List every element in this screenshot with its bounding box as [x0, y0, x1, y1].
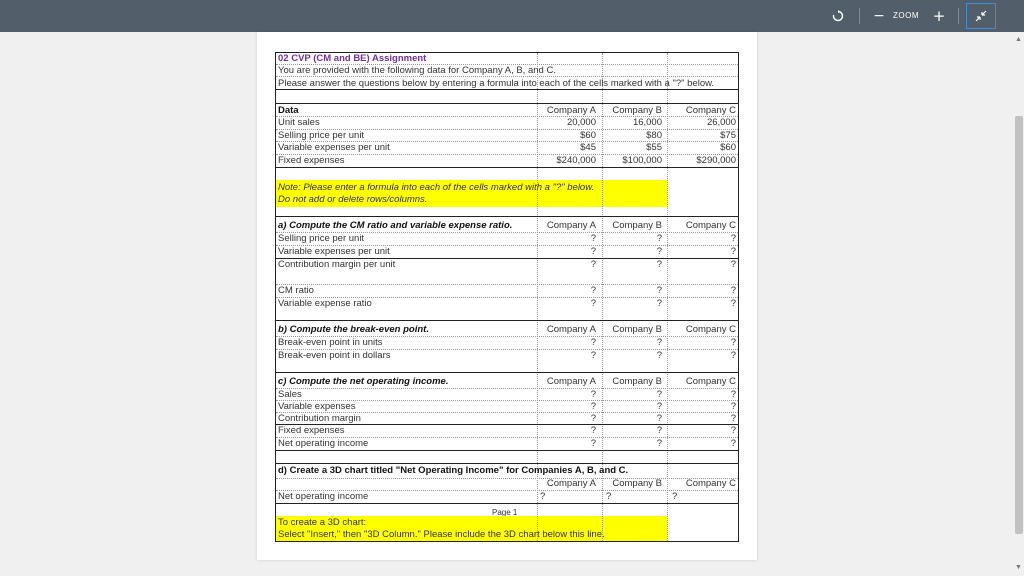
answer-cell[interactable]: ? — [656, 438, 662, 449]
row-label: CM ratio — [278, 285, 314, 296]
scroll-down-icon[interactable]: ▼ — [1015, 564, 1022, 571]
data-header: Data — [278, 105, 299, 116]
answer-cell[interactable]: ? — [590, 337, 596, 348]
data-row-label: Fixed expenses — [278, 155, 345, 166]
page-label: Page 1 — [492, 508, 518, 516]
note-line-2: Do not add or delete rows/columns. — [278, 194, 428, 205]
zoom-label: ZOOM — [893, 11, 919, 20]
answer-cell[interactable]: ? — [656, 413, 662, 424]
answer-cell[interactable]: ? — [656, 337, 662, 348]
collapse-icon — [975, 10, 987, 22]
answer-cell[interactable]: ? — [730, 389, 736, 400]
intro-line-2: Please answer the questions below by entering a formula into each of the cells marked with a "?" below. — [278, 78, 715, 89]
col-header-a: Company A — [546, 105, 596, 116]
answer-cell[interactable]: ? — [730, 337, 736, 348]
data-cell[interactable]: 26,000 — [706, 117, 736, 128]
col-header-c: Company C — [685, 324, 736, 335]
footer-line-1: To create a 3D chart: — [278, 517, 367, 528]
row-label: Contribution margin per unit — [278, 259, 396, 270]
data-row-label: Variable expenses per unit — [278, 142, 390, 153]
answer-cell[interactable]: ? — [730, 438, 736, 449]
row-label: Variable expenses per unit — [278, 246, 390, 257]
answer-cell[interactable]: ? — [656, 259, 662, 270]
answer-cell[interactable]: ? — [590, 438, 596, 449]
answer-cell[interactable]: ? — [656, 350, 662, 361]
answer-cell[interactable]: ? — [730, 413, 736, 424]
answer-cell[interactable]: ? — [730, 233, 736, 244]
data-row-label: Selling price per unit — [278, 130, 365, 141]
data-cell[interactable]: 20,000 — [566, 117, 596, 128]
row-label: Net operating income — [278, 491, 369, 502]
answer-cell[interactable]: ? — [730, 259, 736, 270]
col-header-b: Company B — [612, 324, 662, 335]
col-header-b: Company B — [612, 376, 662, 387]
col-header-b: Company B — [612, 105, 662, 116]
scrollbar-thumb[interactable] — [1015, 116, 1023, 534]
row-label: Variable expenses — [278, 401, 356, 412]
answer-cell[interactable]: ? — [656, 425, 662, 436]
toolbar-divider — [859, 8, 860, 24]
row-label: Selling price per unit — [278, 233, 365, 244]
row-label: Break-even point in dollars — [278, 350, 391, 361]
col-header-c: Company C — [685, 478, 736, 489]
data-cell[interactable]: $60 — [580, 130, 596, 141]
answer-cell[interactable]: ? — [656, 298, 662, 309]
answer-cell[interactable]: ? — [656, 401, 662, 412]
row-label: Net operating income — [278, 438, 369, 449]
answer-cell[interactable]: ? — [656, 285, 662, 296]
data-cell[interactable]: $100,000 — [622, 155, 662, 166]
zoom-in-button[interactable]: + — [932, 7, 946, 25]
refresh-icon — [832, 10, 844, 22]
sheet-title: 02 CVP (CM and BE) Assignment — [278, 53, 427, 64]
section-d-title: d) Create a 3D chart titled "Net Operating Income" for Companies A, B, and C. — [278, 465, 629, 476]
answer-cell[interactable]: ? — [656, 233, 662, 244]
answer-cell[interactable]: ? — [730, 401, 736, 412]
col-header-a: Company A — [546, 324, 596, 335]
answer-cell[interactable]: ? — [590, 233, 596, 244]
col-header-b: Company B — [612, 220, 662, 231]
section-b-title: b) Compute the break-even point. — [278, 324, 429, 335]
row-label: Contribution margin — [278, 413, 361, 424]
answer-cell[interactable]: ? — [590, 425, 596, 436]
col-header-c: Company C — [685, 376, 736, 387]
answer-cell[interactable]: ? — [606, 491, 612, 502]
answer-cell[interactable]: ? — [540, 491, 546, 502]
section-c-title: c) Compute the net operating income. — [278, 376, 449, 387]
answer-cell[interactable]: ? — [590, 246, 596, 257]
refresh-button[interactable] — [826, 0, 850, 32]
section-a-title: a) Compute the CM ratio and variable expense ratio. — [278, 220, 513, 231]
col-header-c: Company C — [685, 220, 736, 231]
row-label: Break-even point in units — [278, 337, 383, 348]
answer-cell[interactable]: ? — [590, 285, 596, 296]
answer-cell[interactable]: ? — [730, 246, 736, 257]
answer-cell[interactable]: ? — [590, 259, 596, 270]
answer-cell[interactable]: ? — [590, 401, 596, 412]
row-label: Sales — [278, 389, 302, 400]
answer-cell[interactable]: ? — [730, 425, 736, 436]
answer-cell[interactable]: ? — [730, 298, 736, 309]
answer-cell[interactable]: ? — [590, 389, 596, 400]
data-cell[interactable]: $240,000 — [556, 155, 596, 166]
col-header-c: Company C — [685, 105, 736, 116]
footer-line-2: Select "Insert," then "3D Column." Please include the 3D chart below this line. — [278, 529, 605, 540]
col-header-b: Company B — [612, 478, 662, 489]
col-header-a: Company A — [546, 478, 596, 489]
intro-line-1: You are provided with the following data for Company A, B, and C. — [278, 65, 556, 76]
data-cell[interactable]: $290,000 — [696, 155, 736, 166]
zoom-out-button[interactable]: − — [873, 8, 885, 24]
data-row-label: Unit sales — [278, 117, 320, 128]
answer-cell[interactable]: ? — [656, 246, 662, 257]
answer-cell[interactable]: ? — [730, 350, 736, 361]
data-cell[interactable]: $75 — [720, 130, 736, 141]
data-cell[interactable]: 16,000 — [632, 117, 662, 128]
col-header-a: Company A — [546, 220, 596, 231]
answer-cell[interactable]: ? — [656, 389, 662, 400]
answer-cell[interactable]: ? — [730, 285, 736, 296]
answer-cell[interactable]: ? — [672, 491, 678, 502]
row-label: Fixed expenses — [278, 425, 345, 436]
answer-cell[interactable]: ? — [590, 350, 596, 361]
data-cell[interactable]: $45 — [580, 142, 596, 153]
scroll-up-icon[interactable]: ▲ — [1015, 36, 1022, 43]
note-line-1: Note: Please enter a formula into each of the cells marked with a "?" below. — [278, 182, 595, 193]
data-cell[interactable]: $60 — [720, 142, 736, 153]
toolbar-divider — [958, 8, 959, 24]
col-header-a: Company A — [546, 376, 596, 387]
data-cell[interactable]: $80 — [646, 130, 662, 141]
exit-fullscreen-button[interactable] — [966, 3, 996, 29]
data-cell[interactable]: $55 — [646, 142, 662, 153]
answer-cell[interactable]: ? — [590, 413, 596, 424]
row-label: Variable expense ratio — [278, 298, 372, 309]
answer-cell[interactable]: ? — [590, 298, 596, 309]
